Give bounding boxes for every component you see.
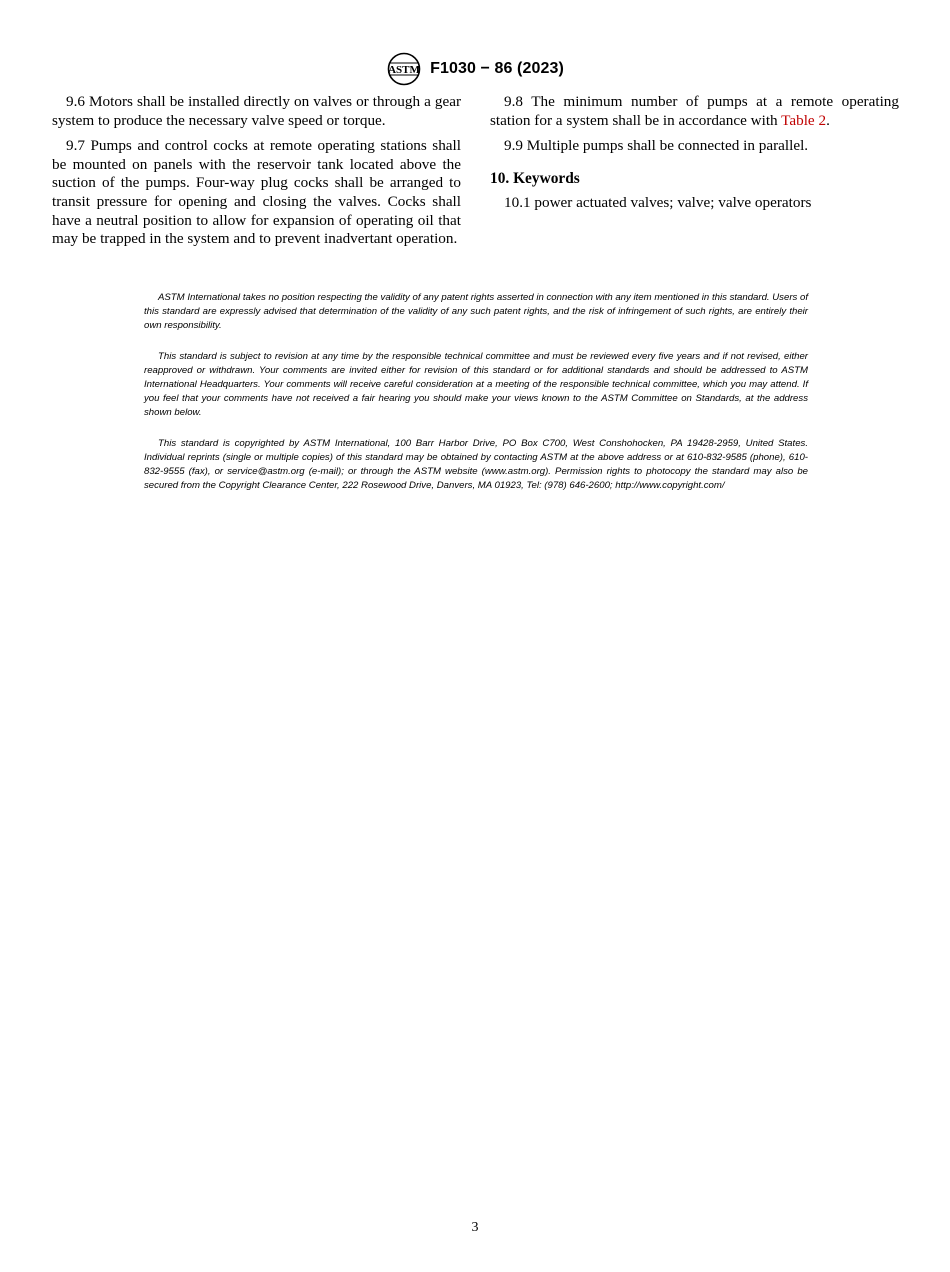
standard-designation: F1030 − 86 (2023) xyxy=(430,60,564,77)
paragraph-9-6: 9.6 Motors shall be installed directly on valves or through a gear system to produce the necessary valve speed or torque. xyxy=(52,93,461,129)
astm-logo xyxy=(386,52,422,86)
revision-notice: This standard is subject to revision at any time by the responsible technical committee and must be reviewed every five years and if not revised, either reapproved or withdrawn. Your comments are invited either for revision of this standard or for additional standards and should be addressed to ASTM International Headquarters. Your comments will receive careful consideration at a meeting of the responsible technical committee, which you may attend. If you feel that your comments have not received a fair hearing you should make your views known to the ASTM Committee on Standards, at the address shown below. xyxy=(144,351,808,418)
legal-notices xyxy=(144,291,808,511)
paragraph-9-8-text: 9.8 The minimum number of pumps at a remote operating station for a system shall be in accordance with xyxy=(490,93,899,129)
paragraph-9-7: 9.7 Pumps and control cocks at remote operating stations shall be mounted on panels with the reservoir tank located above the suction of the pumps. Four-way plug cocks shall be arranged to transit pressure for opening and closing the valves. Cocks shall have a neutral position to allow for expansion of operating oil that may be trapped in the system and to prevent inadvertant operation. xyxy=(52,137,461,248)
patent-notice: ASTM International takes no position respecting the validity of any patent rights asserted in connection with any item mentioned in this standard. Users of this standard are expressly advised that determination of the validity of any such patent rights, and the risk of infringement of such rights, are entirely their own responsibility. xyxy=(144,292,808,331)
left-column xyxy=(52,93,461,256)
paragraph-10-1: 10.1 power actuated valves; valve; valve operators xyxy=(504,194,812,212)
paragraph-9-9: 9.9 Multiple pumps shall be connected in parallel. xyxy=(504,137,809,155)
copyright-notice: This standard is copyrighted by ASTM International, 100 Barr Harbor Drive, PO Box C700, West Conshohocken, PA 19428-2959, United States. Individual reprints (single or multiple copies) of this standard may be obtained by contacting ASTM at the above address or at 610-832-9585 (phone), 610-832-9555 (fax), or service@astm.org (e-mail); or through the ASTM website (www.astm.org). Permission rights to photocopy the standard may also be secured from the Copyright Clearance Center, 222 Rosewood Drive, Danvers, MA 01923, Tel: (978) 646-2600; http://www.copyright.com/ xyxy=(144,438,808,491)
right-column xyxy=(490,93,899,220)
table-2-link[interactable]: Table 2 xyxy=(781,111,827,129)
paragraph-9-8-end: . xyxy=(826,111,830,129)
section-10-heading: 10. Keywords xyxy=(490,169,580,187)
paragraph-9-8 xyxy=(490,93,899,130)
page-header xyxy=(0,52,950,86)
svg-text:ASTM: ASTM xyxy=(388,64,420,76)
page-number: 3 xyxy=(471,1220,479,1235)
